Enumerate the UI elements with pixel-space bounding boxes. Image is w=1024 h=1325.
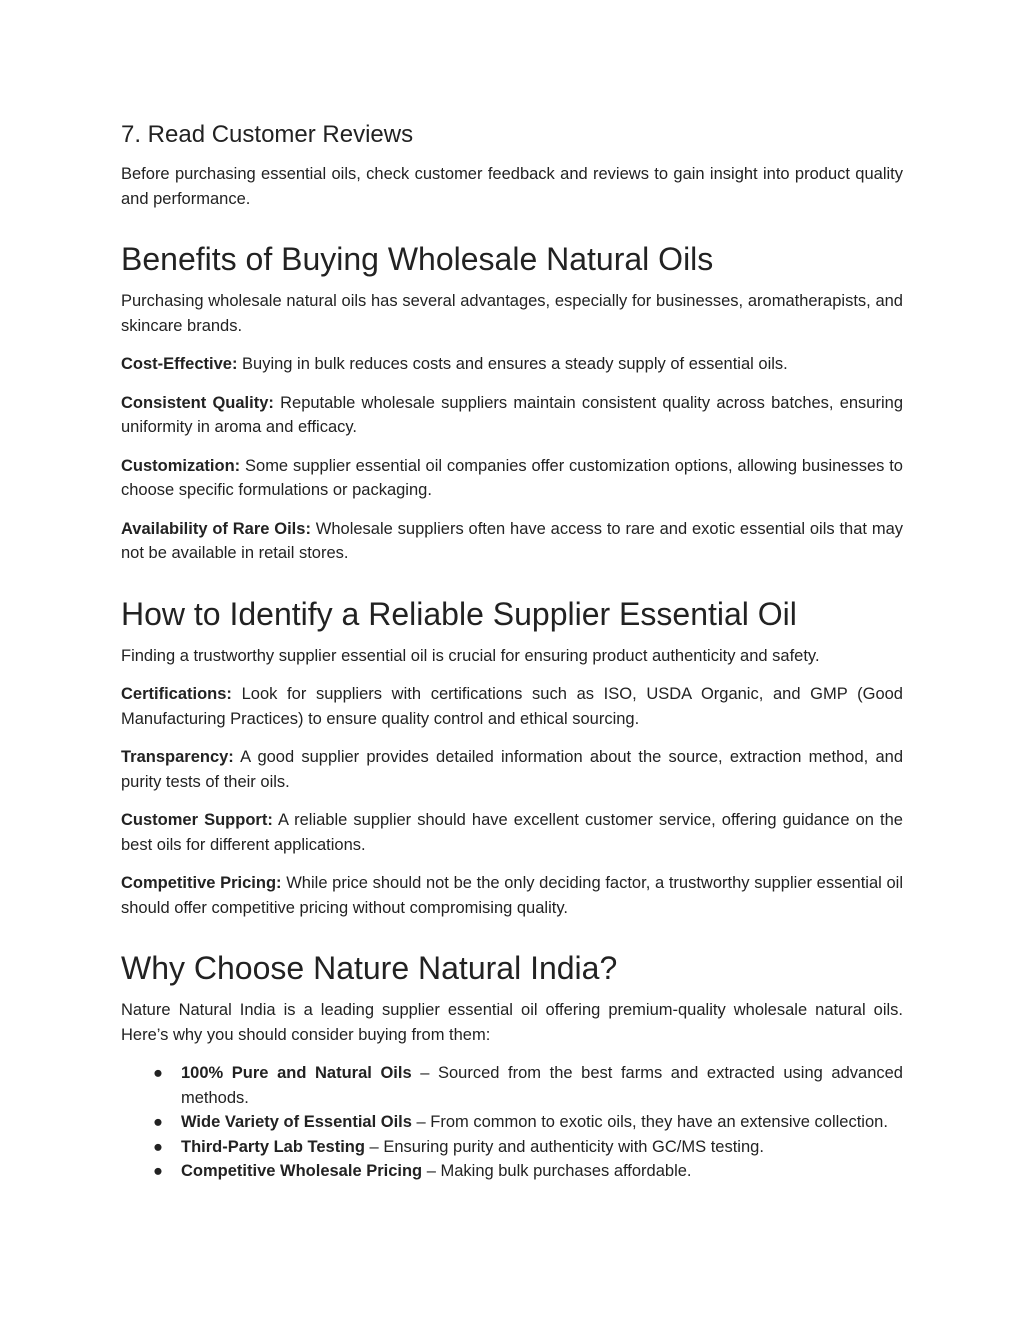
benefit-label: Availability of Rare Oils: bbox=[121, 519, 311, 538]
identify-label: Competitive Pricing: bbox=[121, 874, 282, 892]
benefit-customization bbox=[121, 454, 903, 503]
identify-text: A good supplier provides detailed information about the source, extraction method, and purity tests of their oils. bbox=[121, 748, 903, 791]
identify-competitive-pricing bbox=[121, 871, 903, 920]
bullet-label: 100% Pure and Natural Oils bbox=[181, 1064, 412, 1082]
identify-intro: Finding a trustworthy supplier essential oil is crucial for ensuring product authenticity and safety. bbox=[121, 646, 820, 665]
identify-label: Certifications: bbox=[121, 685, 232, 703]
bullet-text: – From common to exotic oils, they have an extensive collection. bbox=[411, 1113, 888, 1131]
identify-label: Transparency: bbox=[121, 748, 234, 766]
identify-text: While price should not be the only deciding factor, a trustworthy supplier essential oil should offer competitive pricing without compromising quality. bbox=[121, 874, 903, 917]
benefits-intro: Purchasing wholesale natural oils has several advantages, especially for businesses, aromatherapists, and skincare brands. bbox=[121, 292, 903, 335]
bullet-icon: ● bbox=[153, 1137, 163, 1156]
list-item bbox=[121, 1159, 903, 1184]
bullet-icon: ● bbox=[153, 1162, 163, 1180]
read-reviews-heading: 7. Read Customer Reviews bbox=[121, 121, 414, 148]
bullet-label: Wide Variety of Essential Oils bbox=[181, 1113, 412, 1131]
list-item bbox=[121, 1110, 903, 1135]
why-choose-list bbox=[121, 1061, 903, 1184]
identify-label: Customer Support: bbox=[121, 811, 273, 829]
benefit-text: Some supplier essential oil companies offer customization options, allowing businesses to choose specific formulations or packaging. bbox=[121, 456, 903, 499]
benefit-cost-effective bbox=[121, 352, 903, 377]
bullet-text: – Sourced from the best farms and extracted using advanced methods. bbox=[181, 1064, 903, 1107]
benefit-label: Consistent Quality: bbox=[121, 393, 274, 412]
benefit-rare-oils bbox=[121, 517, 903, 566]
why-choose-heading: Why Choose Nature Natural India? bbox=[121, 950, 618, 986]
bullet-icon: ● bbox=[153, 1064, 163, 1082]
benefit-text: Reputable wholesale suppliers maintain consistent quality across batches, ensuring uniformity in aroma and efficacy. bbox=[121, 393, 903, 436]
benefit-label: Cost-Effective: bbox=[121, 355, 238, 373]
bullet-text: – Making bulk purchases affordable. bbox=[422, 1162, 692, 1180]
benefits-heading: Benefits of Buying Wholesale Natural Oils bbox=[121, 241, 714, 277]
document-content bbox=[121, 120, 903, 1184]
read-reviews-body: Before purchasing essential oils, check customer feedback and reviews to gain insight into product quality and performance. bbox=[121, 165, 903, 208]
identify-transparency bbox=[121, 745, 903, 794]
bullet-icon: ● bbox=[153, 1113, 163, 1131]
benefit-label: Customization: bbox=[121, 456, 241, 475]
list-item bbox=[121, 1061, 903, 1110]
bullet-text: – Ensuring purity and authenticity with GC/MS testing. bbox=[364, 1137, 764, 1156]
bullet-label: Third-Party Lab Testing bbox=[181, 1137, 365, 1156]
identify-certifications bbox=[121, 682, 903, 731]
benefit-text: Wholesale suppliers often have access to rare and exotic essential oils that may not be available in retail stores. bbox=[121, 519, 903, 562]
benefit-text: Buying in bulk reduces costs and ensures a steady supply of essential oils. bbox=[237, 355, 788, 373]
list-item bbox=[121, 1135, 903, 1160]
bullet-label: Competitive Wholesale Pricing bbox=[181, 1162, 423, 1180]
identify-text: Look for suppliers with certifications such as ISO, USDA Organic, and GMP (Good Manufacturing Practices) to ensure quality control and ethical sourcing. bbox=[121, 685, 903, 728]
identify-heading: How to Identify a Reliable Supplier Essential Oil bbox=[121, 595, 797, 632]
identify-customer-support bbox=[121, 808, 903, 857]
identify-text: A reliable supplier should have excellent customer service, offering guidance on the best oils for different applications. bbox=[121, 811, 903, 854]
benefit-consistent-quality bbox=[121, 391, 903, 440]
why-choose-intro: Nature Natural India is a leading supplier essential oil offering premium-quality wholesale natural oils. Here’s why you should consider buying from them: bbox=[121, 1001, 903, 1044]
